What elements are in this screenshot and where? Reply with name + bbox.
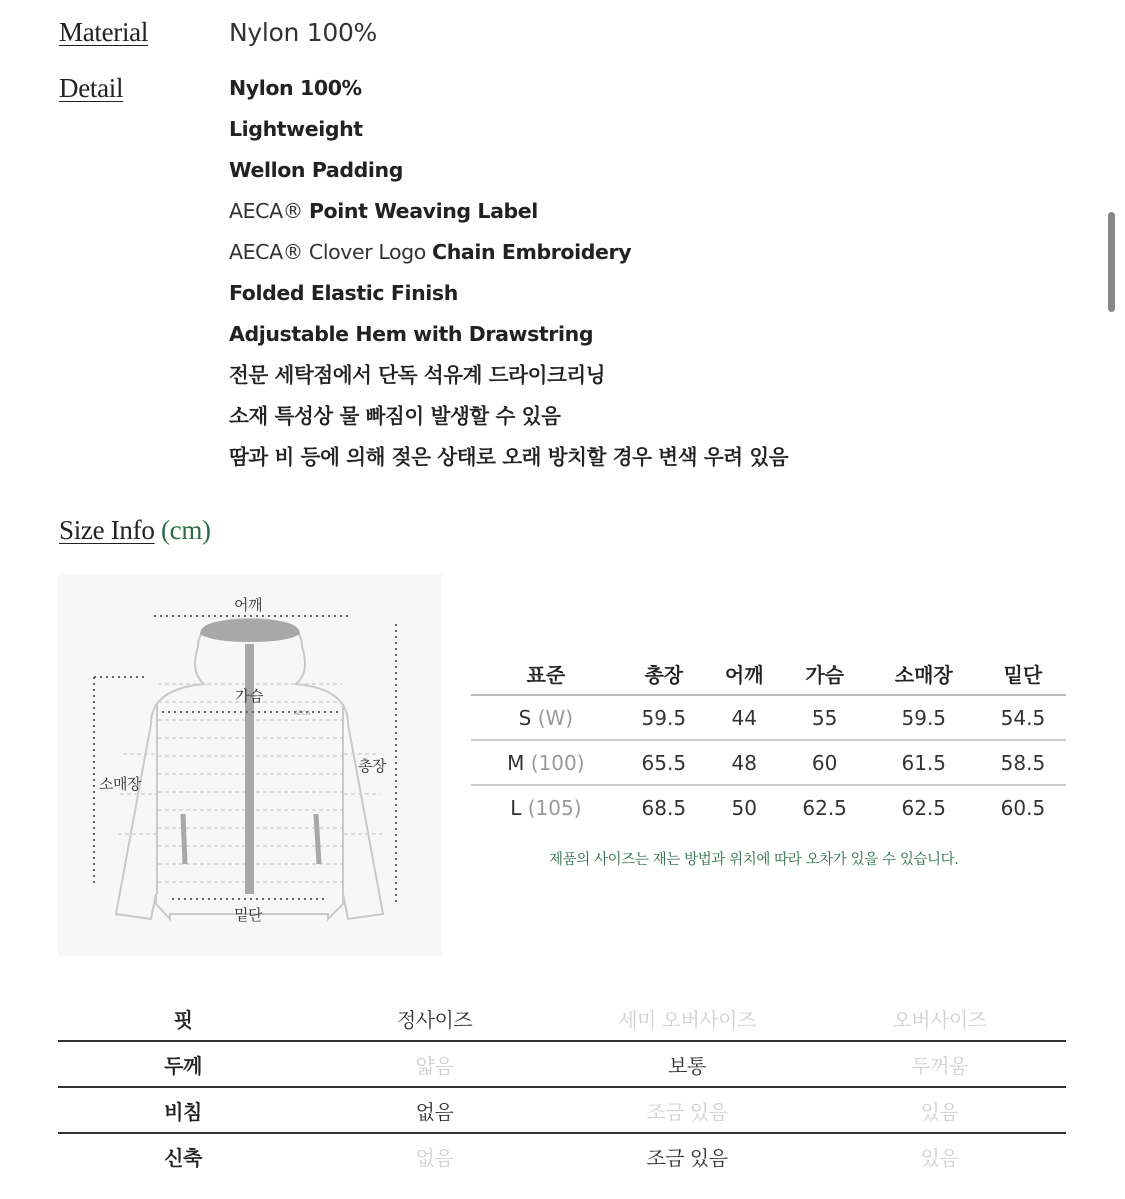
detail-label: Detail <box>59 73 124 103</box>
fit-characteristics-table <box>58 996 1066 1178</box>
sheerness-option: 있음 <box>813 1087 1066 1133</box>
thickness-option: 두꺼움 <box>813 1041 1066 1087</box>
material-value: Nylon 100% <box>229 18 378 47</box>
value-cell: 59.5 <box>621 695 707 740</box>
table-row <box>471 740 1066 785</box>
vertical-scrollbar[interactable] <box>1108 212 1115 312</box>
column-header: 가슴 <box>782 652 868 695</box>
thickness-option: 얇음 <box>308 1041 561 1087</box>
size-cell: M (100) <box>471 740 621 785</box>
size-info-title: Size Info (cm) <box>59 515 211 545</box>
column-header: 총장 <box>621 652 707 695</box>
value-cell: 62.5 <box>802 795 847 820</box>
value-cell: 59.5 <box>868 695 980 740</box>
sleeve-label: 소매장 <box>99 775 141 793</box>
detail-item: Folded Elastic Finish <box>229 281 458 305</box>
length-label: 총장 <box>358 757 386 775</box>
value-cell: 44 <box>707 695 782 740</box>
fit-row <box>58 996 1066 1041</box>
stretch-row <box>58 1133 1066 1178</box>
sheerness-option-selected: 없음 <box>308 1087 561 1133</box>
column-header: 밑단 <box>980 652 1066 695</box>
detail-list <box>229 72 788 482</box>
value-cell: 68.5 <box>641 795 687 820</box>
value-cell: 55 <box>782 695 868 740</box>
detail-item: AECA® Point Weaving Label <box>229 199 538 223</box>
table-row <box>471 695 1066 740</box>
fit-option: 오버사이즈 <box>813 996 1066 1041</box>
value-cell: 60 <box>782 740 868 785</box>
size-table-header <box>471 652 1066 695</box>
shoulder-label: 어깨 <box>234 596 262 614</box>
detail-item: Wellon Padding <box>229 158 404 182</box>
value-cell: 61.5 <box>868 740 980 785</box>
detail-item: Adjustable Hem with Drawstring <box>229 322 594 346</box>
thickness-row <box>58 1041 1066 1087</box>
stretch-row-label: 신축 <box>164 1145 202 1170</box>
chest-label: 가슴 <box>235 687 263 705</box>
detail-item: 땀과 비 등에 의해 젖은 상태로 오래 방치할 경우 변색 우려 있음 <box>229 445 789 469</box>
jacket-measurement-diagram <box>58 574 442 956</box>
table-row <box>471 785 1066 829</box>
detail-item: AECA® Clover Logo Chain Embroidery <box>229 240 632 264</box>
value-cell: 62.5 <box>901 795 947 820</box>
stretch-option: 있음 <box>920 1145 959 1170</box>
sheerness-option: 조금 있음 <box>561 1087 813 1133</box>
value-cell: 58.5 <box>980 740 1066 785</box>
fit-row-label: 핏 <box>58 996 308 1041</box>
size-cell: S (W) <box>471 695 621 740</box>
column-header: 표준 <box>471 652 621 695</box>
fit-option-selected: 정사이즈 <box>308 996 561 1041</box>
detail-item: 전문 세탁점에서 단독 석유계 드라이크리닝 <box>229 363 606 387</box>
value-cell: 65.5 <box>621 740 707 785</box>
stretch-option: 없음 <box>415 1145 454 1170</box>
sheerness-row-label: 비침 <box>58 1087 308 1133</box>
size-table <box>471 652 1066 829</box>
svg-text:AECA: AECA <box>294 710 311 717</box>
thickness-option-selected: 보통 <box>561 1041 813 1087</box>
column-header: 어깨 <box>707 652 782 695</box>
hem-label: 밑단 <box>234 906 262 924</box>
fit-option: 세미 오버사이즈 <box>561 996 813 1041</box>
value-cell: 60.5 <box>1000 795 1046 820</box>
detail-item: 소재 특성상 물 빠짐이 발생할 수 있음 <box>229 404 561 428</box>
size-cell: L (105) <box>510 795 582 820</box>
thickness-row-label: 두께 <box>58 1041 308 1087</box>
column-header: 소매장 <box>868 652 980 695</box>
value-cell: 50 <box>731 795 757 820</box>
material-label: Material <box>59 17 149 47</box>
sheerness-row <box>58 1087 1066 1133</box>
detail-item: Lightweight <box>229 117 363 141</box>
value-cell: 48 <box>707 740 782 785</box>
stretch-option-selected: 조금 있음 <box>646 1145 728 1170</box>
size-disclaimer-note: 제품의 사이즈는 재는 방법과 위치에 따라 오차가 있을 수 있습니다. <box>549 852 959 868</box>
value-cell: 54.5 <box>980 695 1066 740</box>
detail-item: Nylon 100% <box>229 76 362 100</box>
